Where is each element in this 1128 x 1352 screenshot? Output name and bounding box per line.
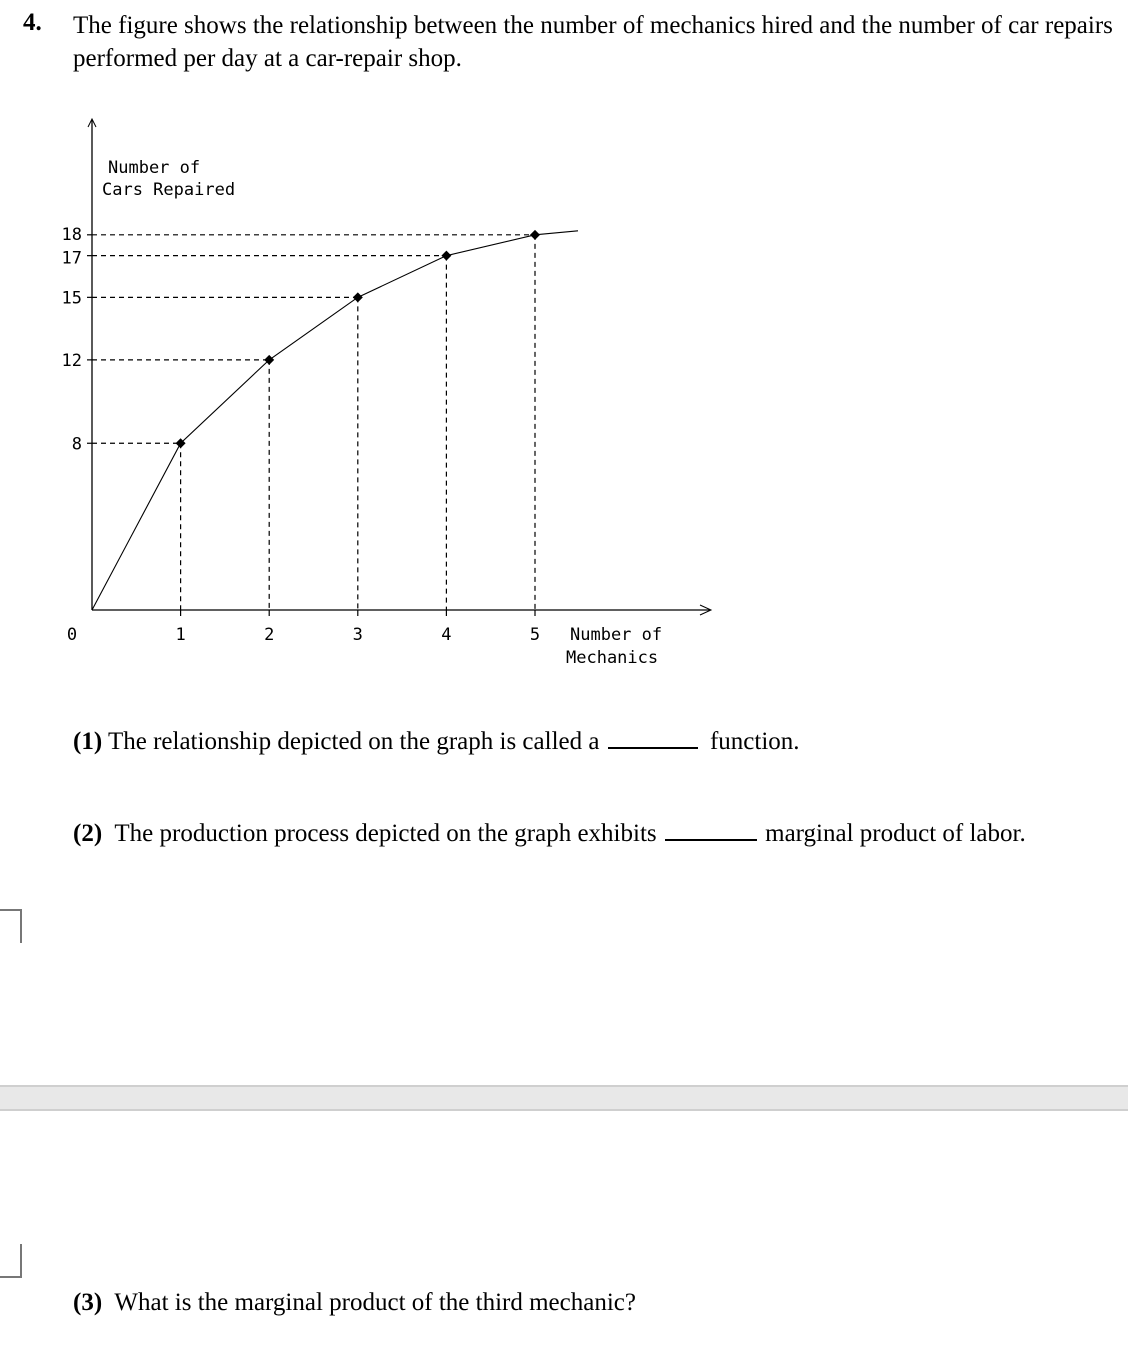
question-3 — [73, 1289, 636, 1317]
x-tick-label-1: 1 — [175, 625, 186, 645]
y-tick-label-17: 17 — [61, 248, 82, 269]
data-point-4 — [441, 251, 451, 261]
problem-number: 4. — [23, 9, 42, 36]
question-3-text: What is the marginal product of the third mechanic? — [114, 1289, 636, 1316]
question-1-label: (1) — [73, 728, 103, 755]
answer-blank-2[interactable] — [665, 819, 757, 841]
question-1-suffix: function. — [709, 728, 800, 755]
data-point-3 — [353, 292, 363, 302]
y-tick-labels — [62, 225, 82, 454]
bracket-top-decoration — [0, 909, 22, 943]
question-3-label: (3) — [73, 1289, 103, 1316]
y-tick-label-12: 12 — [61, 350, 82, 371]
question-2-label: (2) — [73, 820, 103, 847]
question-1-text: The relationship depicted on the graph is called a — [107, 728, 600, 755]
production-function-chart — [0, 100, 740, 690]
x-tick-labels — [67, 625, 540, 645]
question-2-suffix: marginal product of labor. — [765, 820, 1026, 847]
y-axis-label-line1: Number of — [108, 158, 201, 178]
x-tick-label-2: 2 — [264, 625, 275, 645]
question-2 — [73, 819, 1026, 848]
question-2-text: The production process depicted on the graph exhibits — [114, 820, 657, 847]
y-tick-label-8: 8 — [71, 434, 82, 455]
data-point-5 — [530, 230, 540, 240]
production-curve-line — [92, 231, 578, 610]
y-axis-label-line2: Cars Repaired — [102, 180, 236, 200]
problem-intro: The figure shows the relationship between the number of mechanics hired and the number of car repairs performed per day at a car-repair shop. — [73, 12, 1113, 72]
guide-lines — [92, 235, 535, 610]
x-axis-label-line1: Number of — [570, 625, 663, 645]
x-tick-label-5: 5 — [529, 625, 541, 645]
x-tick-label-3: 3 — [352, 625, 363, 645]
y-tick-label-15: 15 — [61, 288, 82, 309]
x-tick-label-0: 0 — [66, 625, 78, 645]
x-tick-label-4: 4 — [441, 625, 452, 645]
production-curve — [92, 231, 578, 610]
question-1 — [73, 727, 800, 756]
x-axis-label-line2: Mechanics — [566, 648, 659, 668]
section-divider — [0, 1085, 1128, 1111]
bracket-bottom-decoration — [0, 1244, 22, 1278]
answer-blank-1[interactable] — [608, 727, 698, 749]
y-tick-label-18: 18 — [61, 224, 82, 245]
